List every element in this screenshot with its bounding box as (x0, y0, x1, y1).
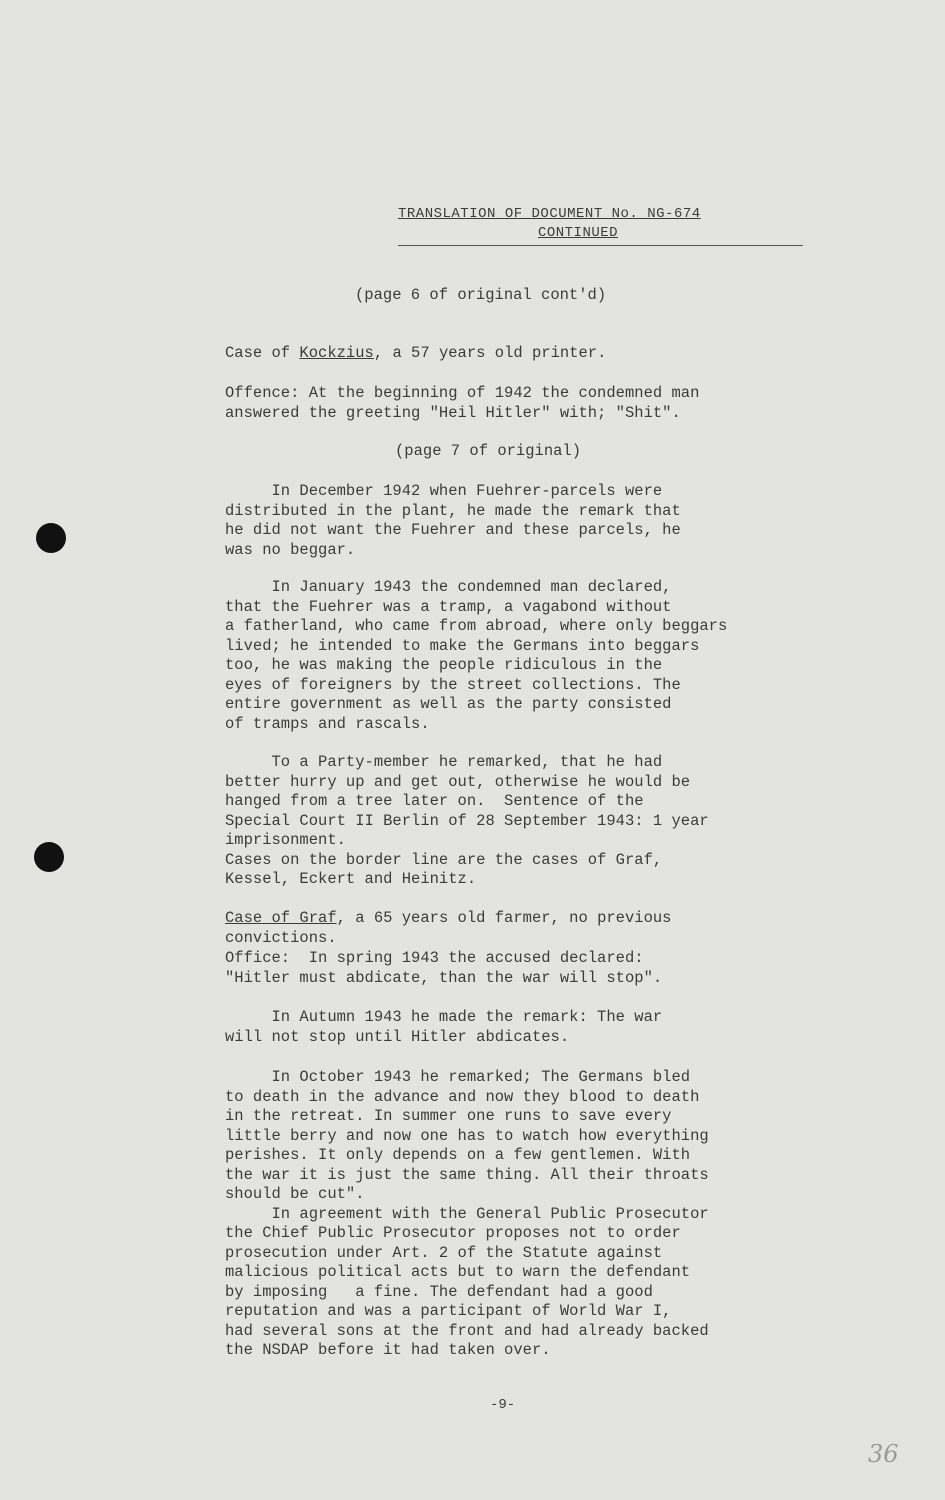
punch-hole (34, 842, 64, 872)
case-title (225, 909, 865, 948)
paragraph: In January 1943 the condemned man declared, that the Fuehrer was a tramp, a vagabond without a fatherland, who came from abroad, where only beggars lived; he intended to make the Germans into beggars too, he was making the people ridiculous in the eyes of foreigners by the street collections. The entire government as well as the party consisted of tramps and rascals. (225, 578, 728, 733)
case-title (225, 344, 865, 364)
page-note: (page 7 of original) (395, 442, 582, 460)
page-number: -9- (490, 1397, 516, 1413)
case-title-name: Case of Graf (225, 909, 337, 927)
paragraph: In December 1942 when Fuehrer-parcels were distributed in the plant, he made the remark that he did not want the Fuehrer and these parcels, he was no beggar. (225, 482, 681, 559)
case-title-rest: , a 57 years old printer. (373, 344, 607, 362)
case-title-prefix: Case of (225, 344, 300, 362)
paragraph: In Autumn 1943 he made the remark: The war will not stop until Hitler abdicates. (225, 1008, 663, 1046)
offence-text: Offence: At the beginning of 1942 the condemned man answered the greeting "Heil Hitler" with; "Shit". (225, 384, 700, 422)
offence-text: Office: In spring 1943 the accused declared: "Hitler must abdicate, than the war will stop". (225, 949, 663, 987)
paragraph: In October 1943 he remarked; The Germans bled to death in the advance and now they blood to death in the retreat. In summer one runs to save every little berry and now one has to watch how everything perishes. It only depends on a few gentlemen. With the war it is just the same thing. All their throats should be cut". In agreement with the General Public Prosecutor the Chief Public Prosecutor proposes not to order prosecution under Art. 2 of the Statute against malicious political acts but to warn the defendant by imposing a fine. The defendant had a good reputation and was a participant of World War I, had several sons at the front and had already backed the NSDAP before it had taken over. (225, 1068, 709, 1359)
heading-line-1: TRANSLATION OF DOCUMENT No. NG-674 (398, 206, 701, 222)
heading-line-2: CONTINUED (537, 225, 619, 241)
paragraph: To a Party-member he remarked, that he had better hurry up and get out, otherwise he would be hanged from a tree later on. Sentence of the Special Court II Berlin of 28 September 1943: 1 year imprisonment. Cases on the border line are the cases of Graf, Kessel, Eckert and Heinitz. (225, 753, 709, 888)
punch-hole (36, 523, 66, 553)
handwritten-page-mark: 36 (868, 1440, 899, 1468)
case-title-name: Kockzius (299, 344, 374, 362)
page-note: (page 6 of original cont'd) (355, 286, 607, 304)
document-heading (398, 205, 803, 246)
case-title-rest: , a 65 years old farmer, no previous convictions. (225, 909, 672, 947)
